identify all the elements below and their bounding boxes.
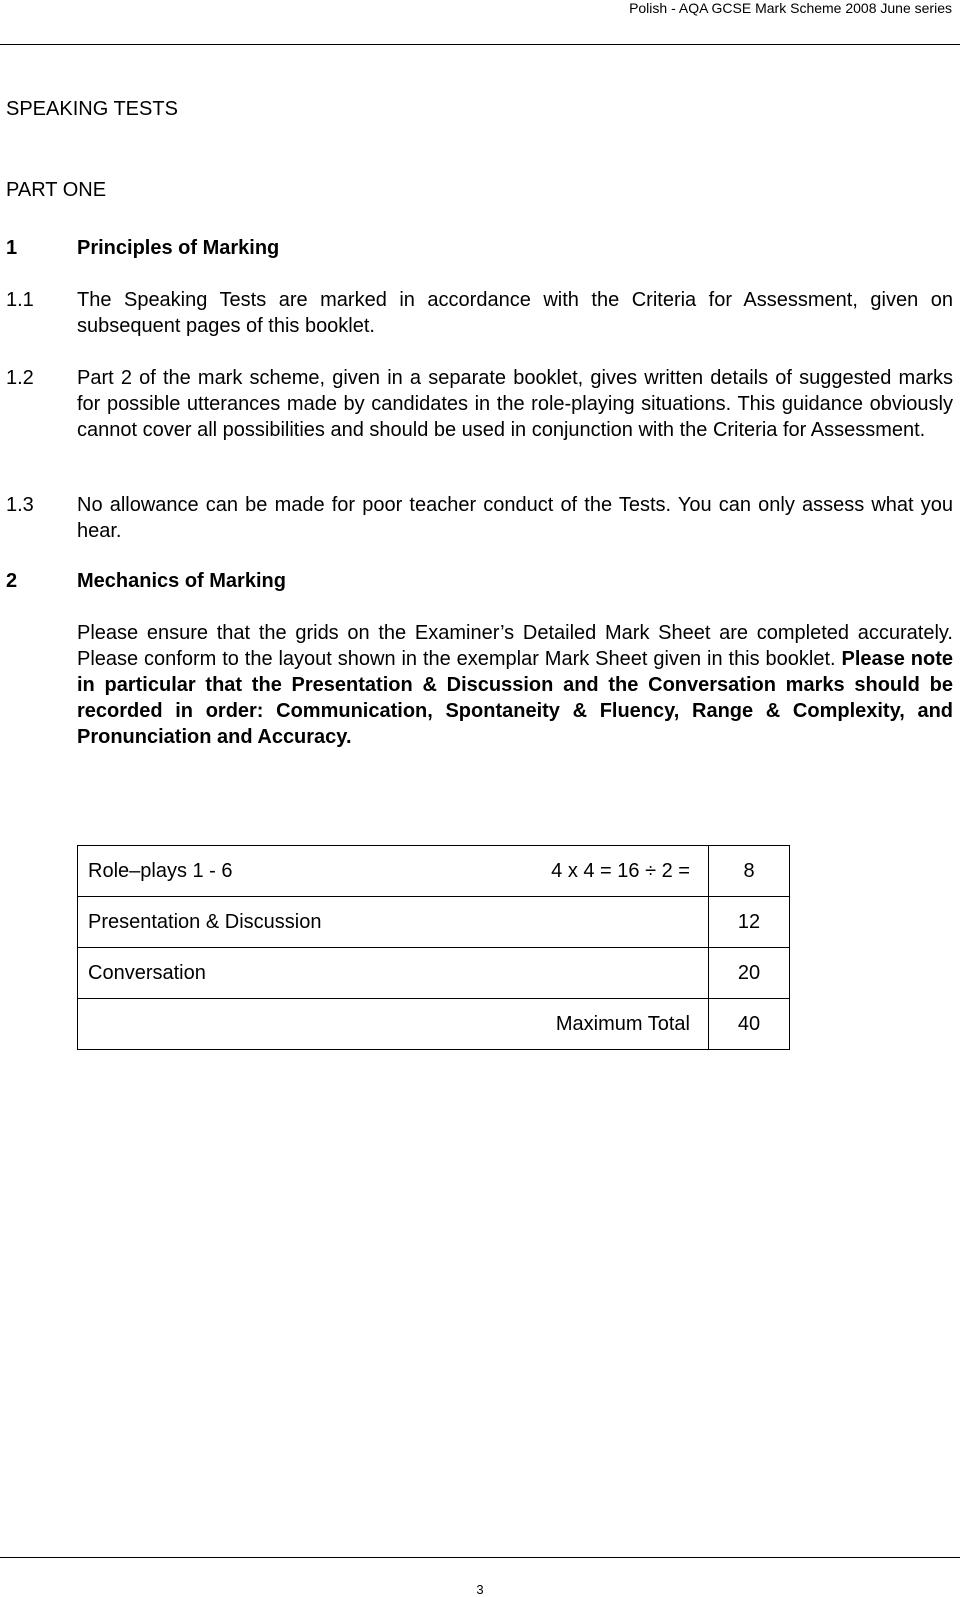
running-header: Polish - AQA GCSE Mark Scheme 2008 June series [629,0,952,16]
item-1-3-number: 1.3 [6,494,34,516]
mechanics-plain-text: Please ensure that the grids on the Examiner’s Detailed Mark Sheet are completed accurately. Please conform to the layout shown in the exemplar Mark Sheet given in this booklet. [77,622,953,670]
total-label: Maximum Total [458,999,709,1050]
mechanics-paragraph [77,620,953,750]
section-1-title: Principles of Marking [77,237,280,259]
row-calculation [458,897,709,948]
table-row [78,846,790,897]
table-row [78,948,790,999]
row-label: Conversation [78,948,458,999]
section-2-number: 2 [6,570,18,592]
section-2-title: Mechanics of Marking [77,570,286,592]
row-label: Presentation & Discussion [78,897,458,948]
row-label: Role–plays 1 - 6 [78,846,458,897]
row-calculation [458,948,709,999]
row-calculation: 4 x 4 = 16 ÷ 2 = [458,846,709,897]
marks-table [77,845,790,1050]
page-number: 3 [476,1582,484,1597]
page-title: SPEAKING TESTS [6,98,178,120]
row-value: 12 [709,897,790,948]
item-1-2-text: Part 2 of the mark scheme, given in a separate booklet, gives written details of suggested marks for possible utterances made by candidates in the role-playing situations. This guidance obviously cannot cover all possibilities and should be used in conjunction with the Criteria for Assessment. [77,367,953,441]
item-1-1-number: 1.1 [6,289,34,311]
total-value: 40 [709,999,790,1050]
item-1-1-text: The Speaking Tests are marked in accordance with the Criteria for Assessment, given on subsequent pages of this booklet. [77,289,953,337]
row-value: 8 [709,846,790,897]
section-1-number: 1 [6,237,18,259]
header-rule [0,44,960,45]
row-value: 20 [709,948,790,999]
table-total-row [78,999,790,1050]
footer-rule [0,1557,960,1558]
part-heading: PART ONE [6,179,107,201]
total-label-spacer [78,999,458,1050]
table-row [78,897,790,948]
mechanics-bold-note: Please note in particular that the Presentation & Discussion and the Conversation marks should be recorded in order: Communication, Spontaneity & Fluency, Range & Complexity, and Pronunciation and Accuracy. [77,648,953,748]
item-1-2-number: 1.2 [6,367,34,389]
item-1-3-text: No allowance can be made for poor teacher conduct of the Tests. You can only assess what you hear. [77,494,953,542]
